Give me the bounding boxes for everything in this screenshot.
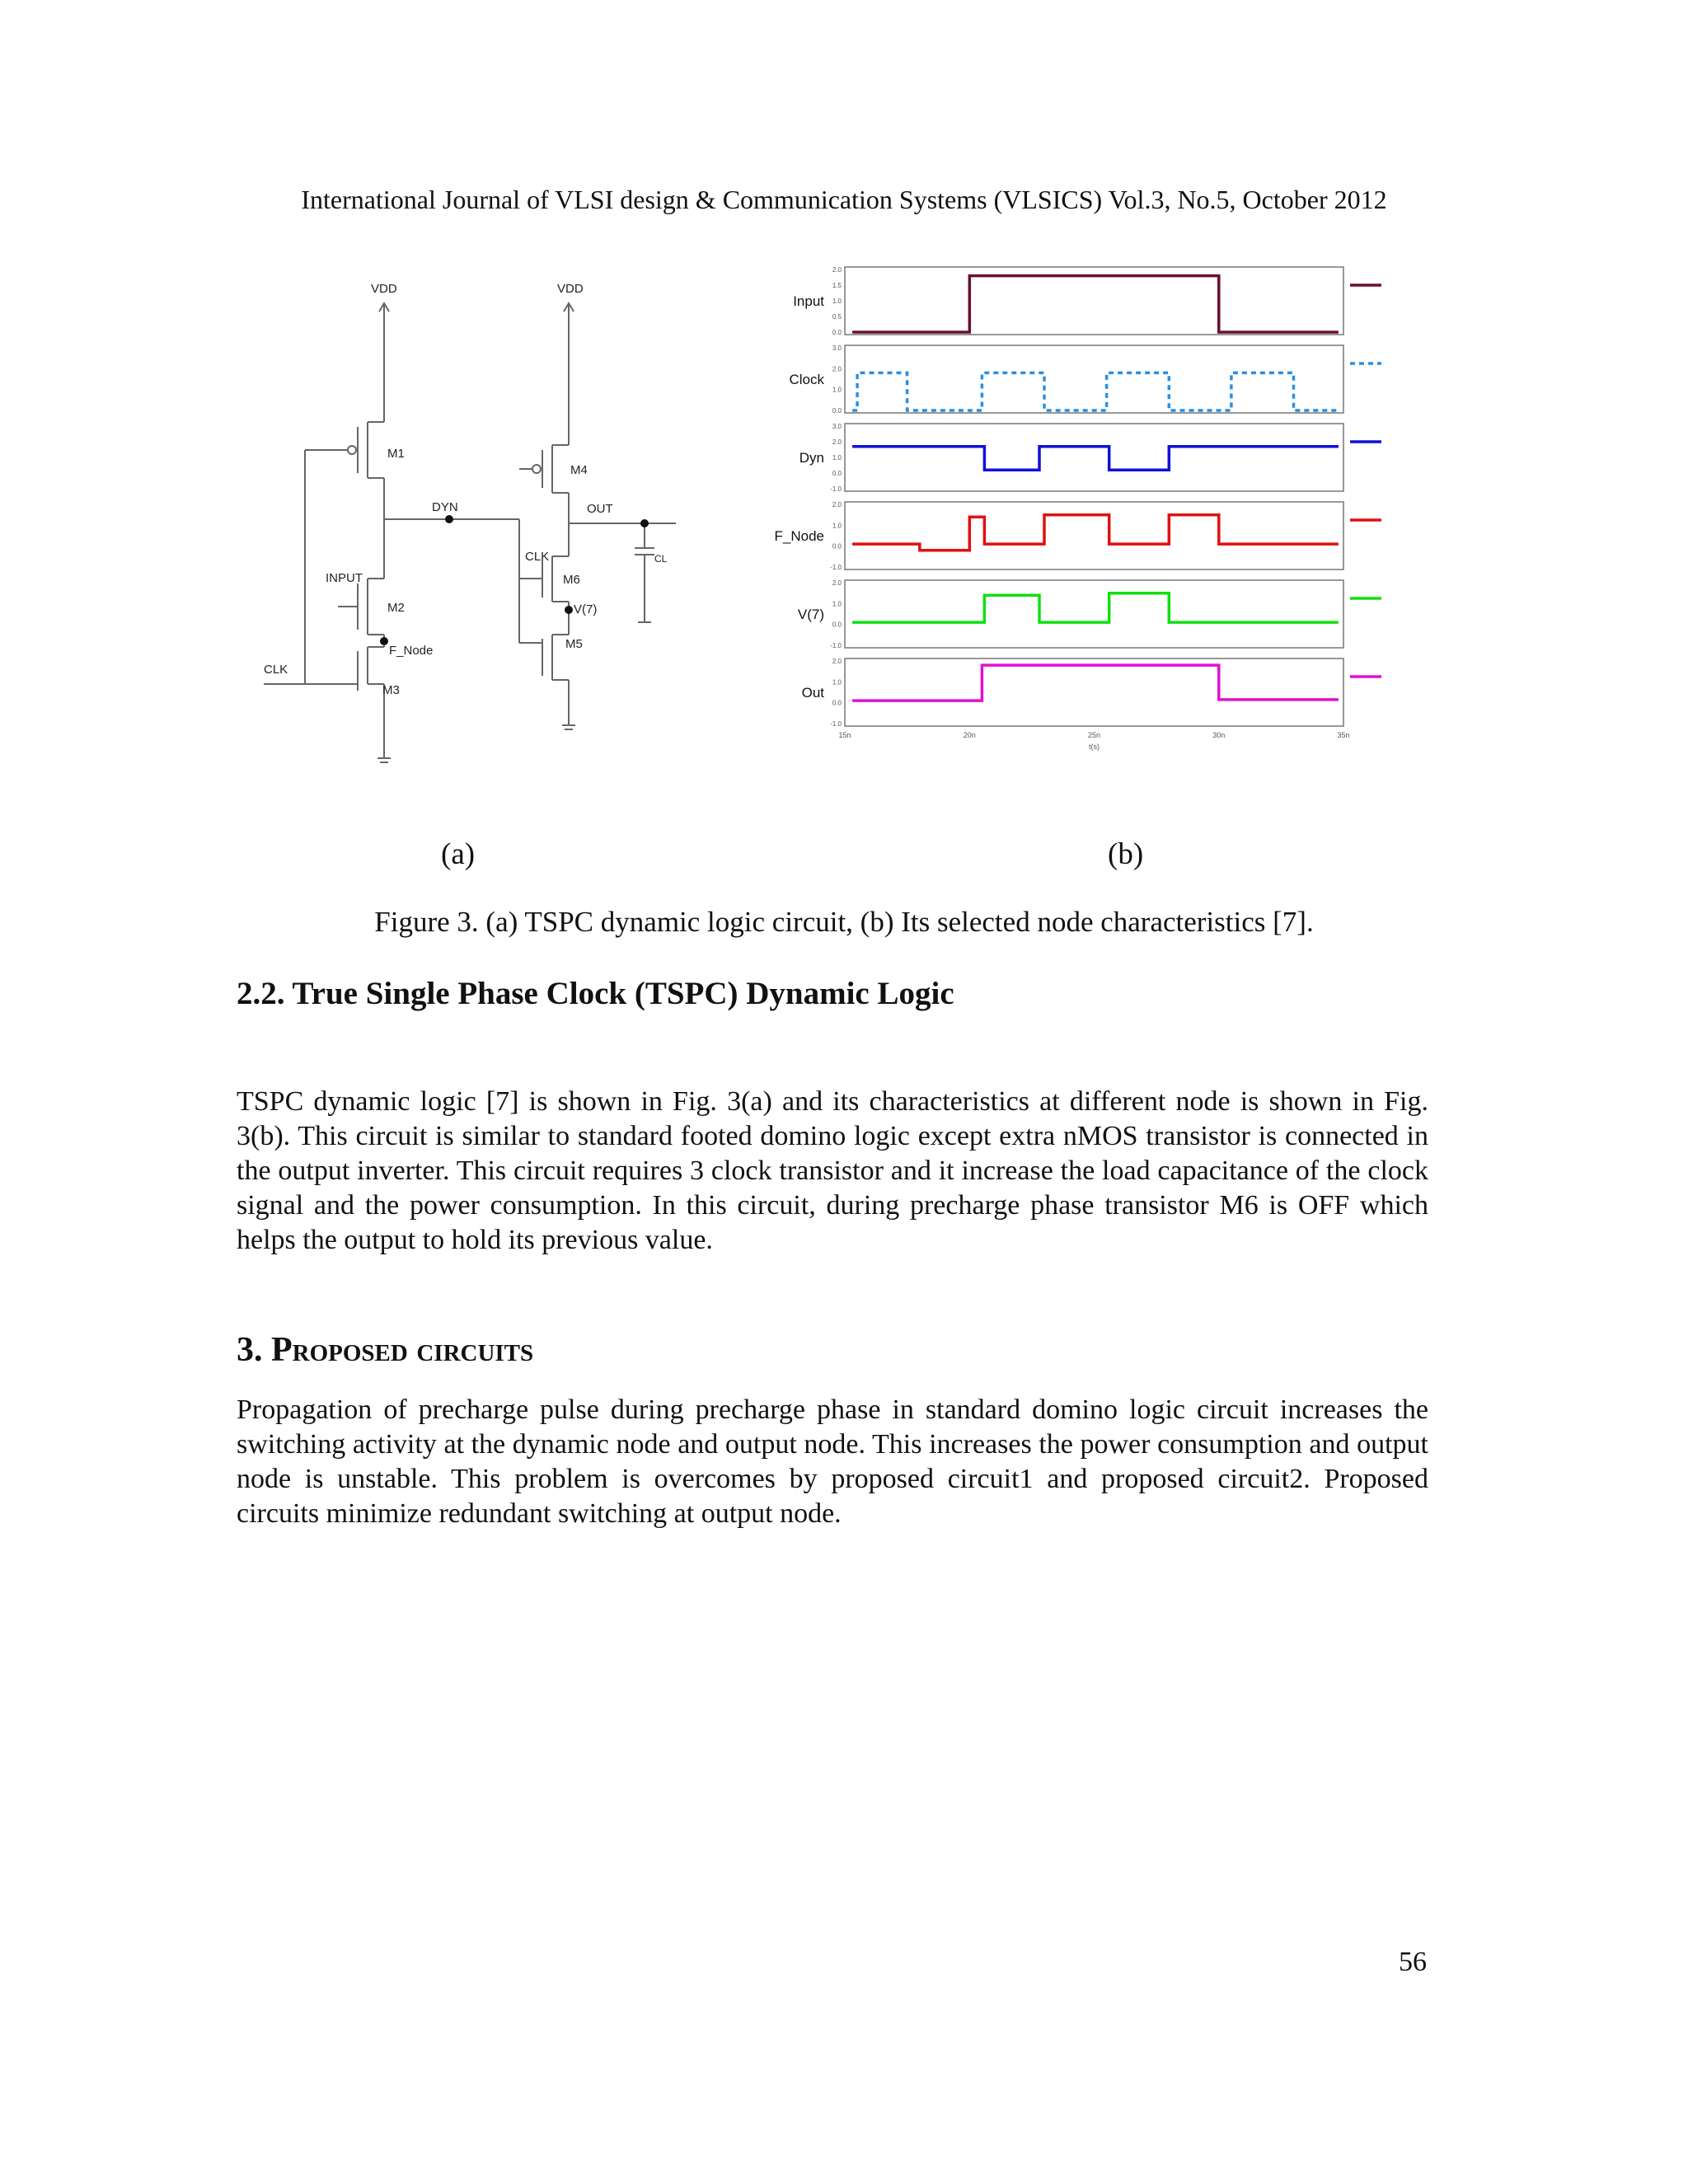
m1-label: M1: [387, 447, 405, 461]
section-2-2-paragraph: TSPC dynamic logic [7] is shown in Fig. 3(a) and its characteristics at different node is shown in Fig. 3(b). This circuit is similar to standard footed domino logic except extra nMOS transistor is connected in the output inverter. This circuit requires 3 clock transistor and it increase the load capacitance of the clock signal and the power consumption. In this circuit, during precharge phase transistor M6 is OFF which helps the output to hold its previous value.: [237, 1086, 1428, 1255]
y-tick-label: 0.0: [832, 329, 842, 336]
y-tick-label: -1.0: [830, 720, 842, 728]
x-tick-label: 25n: [1087, 731, 1101, 739]
dyn-label: DYN: [432, 500, 458, 514]
panel-label: Clock: [789, 372, 824, 387]
panel-label: Dyn: [799, 450, 824, 466]
y-tick-label: 1.0: [832, 386, 842, 394]
m5-label: M5: [565, 637, 583, 651]
y-tick-label: 3.0: [832, 423, 842, 430]
y-tick-label: 1.0: [832, 522, 842, 530]
figure-label-a: (a): [441, 837, 476, 871]
clk-m6-label: CLK: [525, 550, 550, 564]
panel-frame: [845, 580, 1343, 648]
page-number: 56: [1399, 1947, 1427, 1977]
y-tick-label: 1.0: [832, 298, 842, 305]
y-tick-label: -1.0: [830, 485, 842, 493]
panel-frame: [845, 502, 1343, 569]
panel-label: V(7): [797, 607, 824, 622]
series-line: [852, 447, 1339, 471]
section-heading-3: 3. Proposed circuits: [237, 1331, 534, 1369]
y-tick-label: 2.0: [832, 365, 842, 373]
m4-label: M4: [570, 463, 588, 477]
section-heading-2-2: 2.2. True Single Phase Clock (TSPC) Dynamic Logic: [237, 976, 954, 1011]
y-tick-label: -1.0: [830, 564, 842, 571]
f-node-label: F_Node: [389, 644, 434, 658]
y-tick-label: 0.5: [832, 313, 842, 321]
y-tick-label: 0.0: [832, 699, 842, 707]
y-tick-label: 0.0: [832, 621, 842, 629]
cl-label: CL: [654, 553, 668, 565]
panel-frame: [845, 424, 1343, 491]
y-tick-label: 1.0: [832, 600, 842, 608]
y-tick-label: 2.0: [832, 579, 842, 587]
figure-caption: Figure 3. (a) TSPC dynamic logic circuit, (b) Its selected node characteristics [7].: [374, 906, 1314, 938]
panel-label: Out: [801, 685, 824, 701]
x-tick-label: 30n: [1212, 731, 1226, 739]
y-tick-label: -1.0: [830, 642, 842, 649]
y-tick-label: 2.0: [832, 501, 842, 509]
series-line: [852, 515, 1339, 551]
y-tick-label: 1.0: [832, 678, 842, 687]
journal-header: International Journal of VLSI design & Communication Systems (VLSICS) Vol.3, No.5, October 2012: [301, 185, 1387, 214]
x-tick-label: 15n: [838, 731, 851, 739]
y-tick-label: 2.0: [832, 438, 842, 446]
x-axis-label: t(s): [1089, 743, 1100, 751]
series-line: [852, 373, 1339, 410]
y-tick-label: 3.0: [832, 344, 842, 352]
series-line: [852, 665, 1339, 701]
panel-frame: [845, 658, 1343, 726]
panel-frame: [845, 345, 1343, 413]
y-tick-label: 0.0: [832, 470, 842, 477]
circuit-schematic: [247, 272, 676, 775]
waveform-chart: [742, 255, 1385, 766]
series-line: [852, 593, 1339, 622]
x-tick-label: 20n: [963, 731, 976, 739]
y-tick-label: 1.5: [832, 282, 842, 289]
m2-label: M2: [387, 601, 405, 615]
series-line: [852, 276, 1339, 332]
x-tick-label: 35n: [1337, 731, 1350, 739]
m6-label: M6: [563, 573, 580, 587]
panel-label: Input: [793, 293, 824, 309]
y-tick-label: 2.0: [832, 658, 842, 665]
y-tick-label: 0.0: [832, 407, 842, 415]
v7-node-label: V(7): [574, 602, 598, 616]
figure-label-b: (b): [1108, 837, 1144, 871]
vdd-label-right: VDD: [557, 282, 584, 296]
input-label: INPUT: [326, 571, 363, 585]
clk-left-label: CLK: [264, 663, 288, 677]
m3-label: M3: [382, 683, 400, 697]
vdd-label-left: VDD: [371, 282, 397, 296]
y-tick-label: 2.0: [832, 266, 842, 274]
panel-label: F_Node: [774, 528, 824, 544]
out-label: OUT: [587, 502, 613, 516]
y-tick-label: 1.0: [832, 454, 842, 462]
y-tick-label: 0.0: [832, 542, 842, 551]
section-3-paragraph: Propagation of precharge pulse during precharge phase in standard domino logic circuit increases the switching activity at the dynamic node and output node. This increases the power consumption and output node is unstable. This problem is overcomes by proposed circuit1 and proposed circuit2. Proposed circuits minimize redundant switching at output node.: [237, 1394, 1428, 1529]
